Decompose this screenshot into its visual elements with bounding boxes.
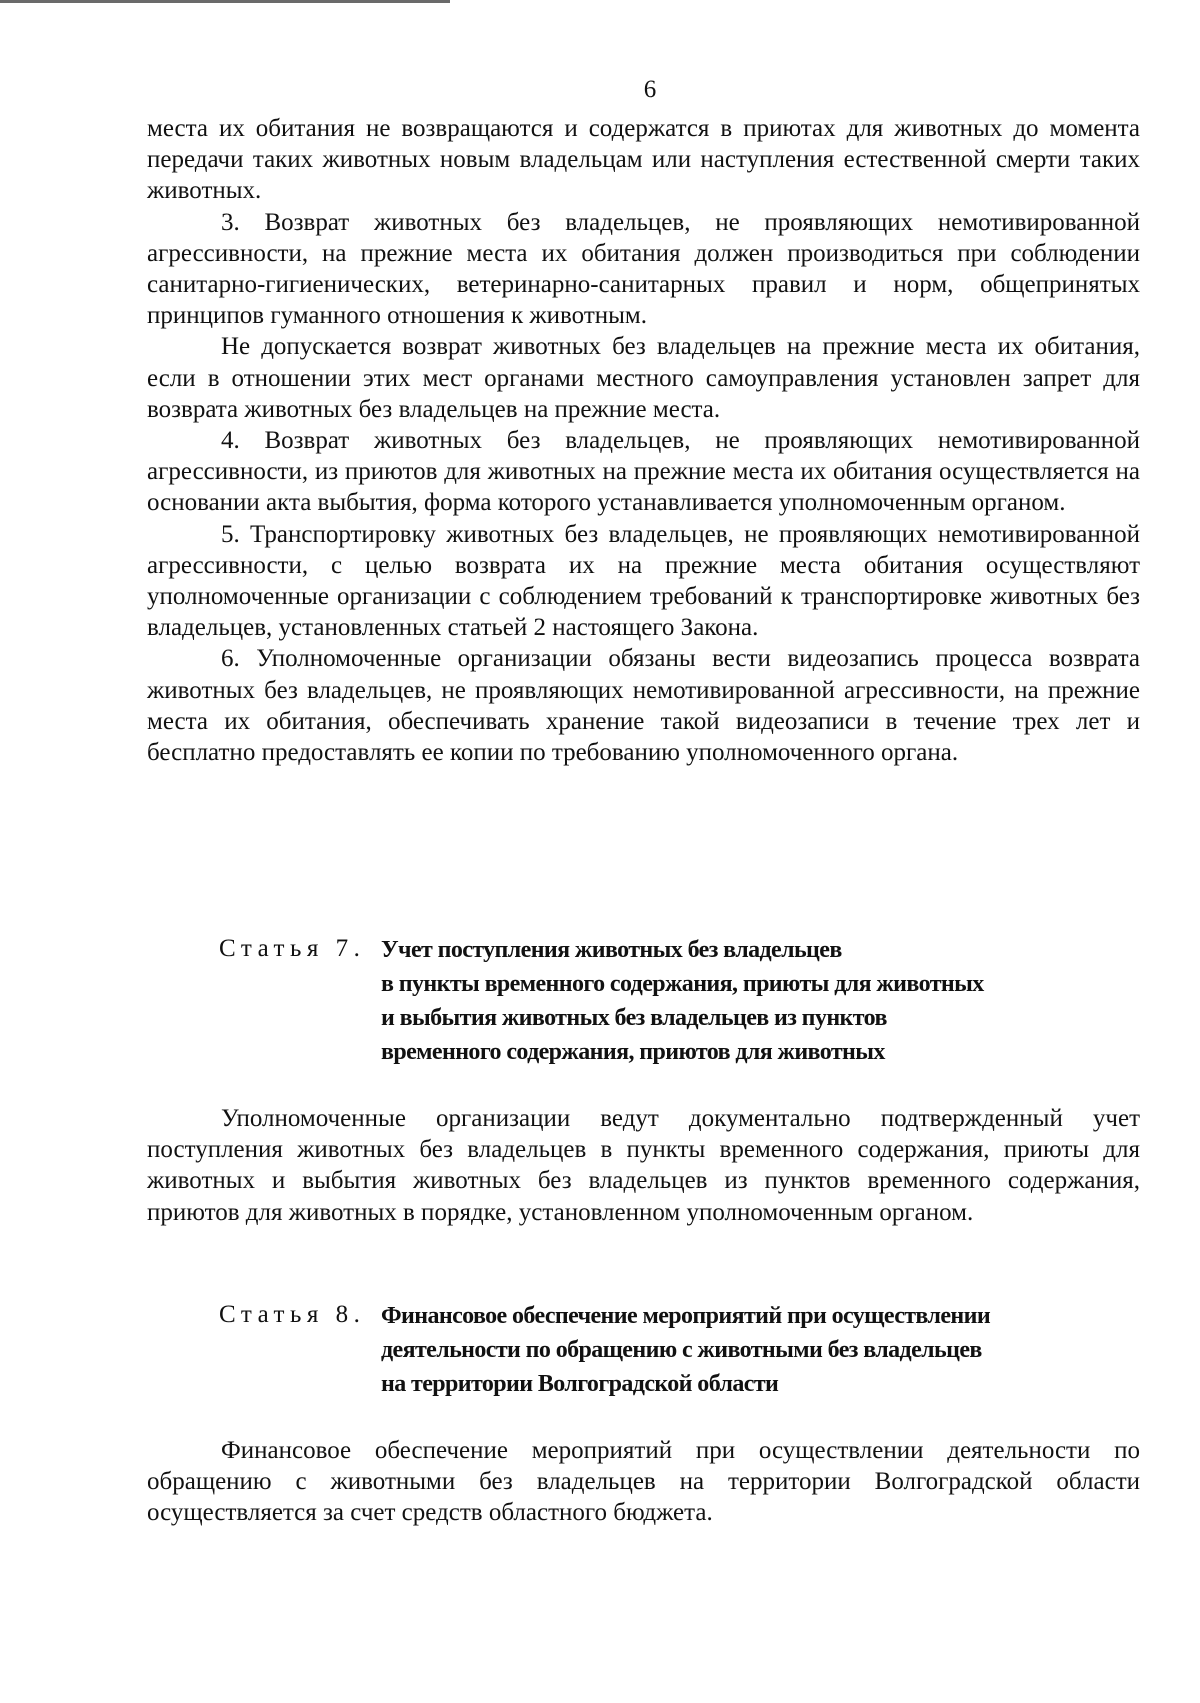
article-7-title-line: временного содержания, приютов для животных: [381, 1039, 885, 1065]
article-7-body: [147, 1103, 1140, 1228]
article-7-paragraph: Уполномоченные организации ведут документально подтвержденный учет поступления животных без владельцев в пункты временного содержания, приюты для животных и выбытия животных без владельцев из пунктов временного содержания, приютов для животных в порядке, установленном уполномоченным органом.: [147, 1105, 1140, 1226]
page-number: 6: [643, 76, 657, 103]
article-8-body: [147, 1435, 1140, 1529]
paragraph-continuation: места их обитания не возвращаются и содержатся в приютах для животных до момента передачи таких животных новым владельцам или наступления естественной смерти таких животных.: [147, 115, 1140, 205]
body-text-top: [147, 113, 1140, 768]
article-7-title-line: и выбытия животных без владельцев из пунктов: [381, 1005, 887, 1031]
article-8-title: [381, 1299, 990, 1401]
article-7-title-line: в пункты временного содержания, приюты для животных: [381, 971, 984, 997]
top-scan-rule: [0, 0, 450, 3]
paragraph-4: 4. Возврат животных без владельцев, не проявляющих немотивированной агрессивности, из приютов для животных на прежние места их обитания осуществляется на основании акта выбытия, форма которого устанавливается уполномоченным органом.: [147, 427, 1140, 517]
article-7-heading: [219, 933, 1159, 1073]
article-8-title-line: Финансовое обеспечение мероприятий при осуществлении: [381, 1303, 991, 1329]
article-8-heading: [219, 1299, 1159, 1409]
article-8-label: Статья 8.: [219, 1301, 366, 1328]
article-8-title-line: на территории Волгоградской области: [381, 1371, 779, 1397]
article-7-label: Статья 7.: [219, 935, 366, 962]
article-8-title-line: деятельности по обращению с животными без владельцев: [381, 1337, 982, 1363]
article-8-paragraph: Финансовое обеспечение мероприятий при осуществлении деятельности по обращению с животными без владельцев на территории Волгоградской области осуществляется за счет средств областного бюджета.: [147, 1437, 1140, 1527]
paragraph-5: 5. Транспортировку животных без владельцев, не проявляющих немотивированной агрессивности, с целью возврата их на прежние места обитания осуществляют уполномоченные организации с соблюдением требований к транспортировке животных без владельцев, установленных статьей 2 настоящего Закона.: [147, 520, 1140, 642]
paragraph-3-note: Не допускается возврат животных без владельцев на прежние места их обитания, если в отношении этих мест органами местного самоуправления установлен запрет для возврата животных без владельцев на прежние места.: [147, 333, 1140, 423]
article-7-title: [381, 933, 984, 1069]
article-7-title-line: Учет поступления животных без владельцев: [381, 937, 842, 963]
paragraph-3: 3. Возврат животных без владельцев, не проявляющих немотивированной агрессивности, на прежние места их обитания должен производиться при соблюдении санитарно-гигиенических, ветеринарно-санитарных правил и норм, общепринятых принципов гуманного отношения к животным.: [147, 208, 1140, 330]
paragraph-6: 6. Уполномоченные организации обязаны вести видеозапись процесса возврата животных без владельцев, не проявляющих немотивированной агрессивности, на прежние места их обитания, обеспечивать хранение такой видеозаписи в течение трех лет и бесплатно предоставлять ее копии по требованию уполномоченного органа.: [147, 645, 1140, 767]
